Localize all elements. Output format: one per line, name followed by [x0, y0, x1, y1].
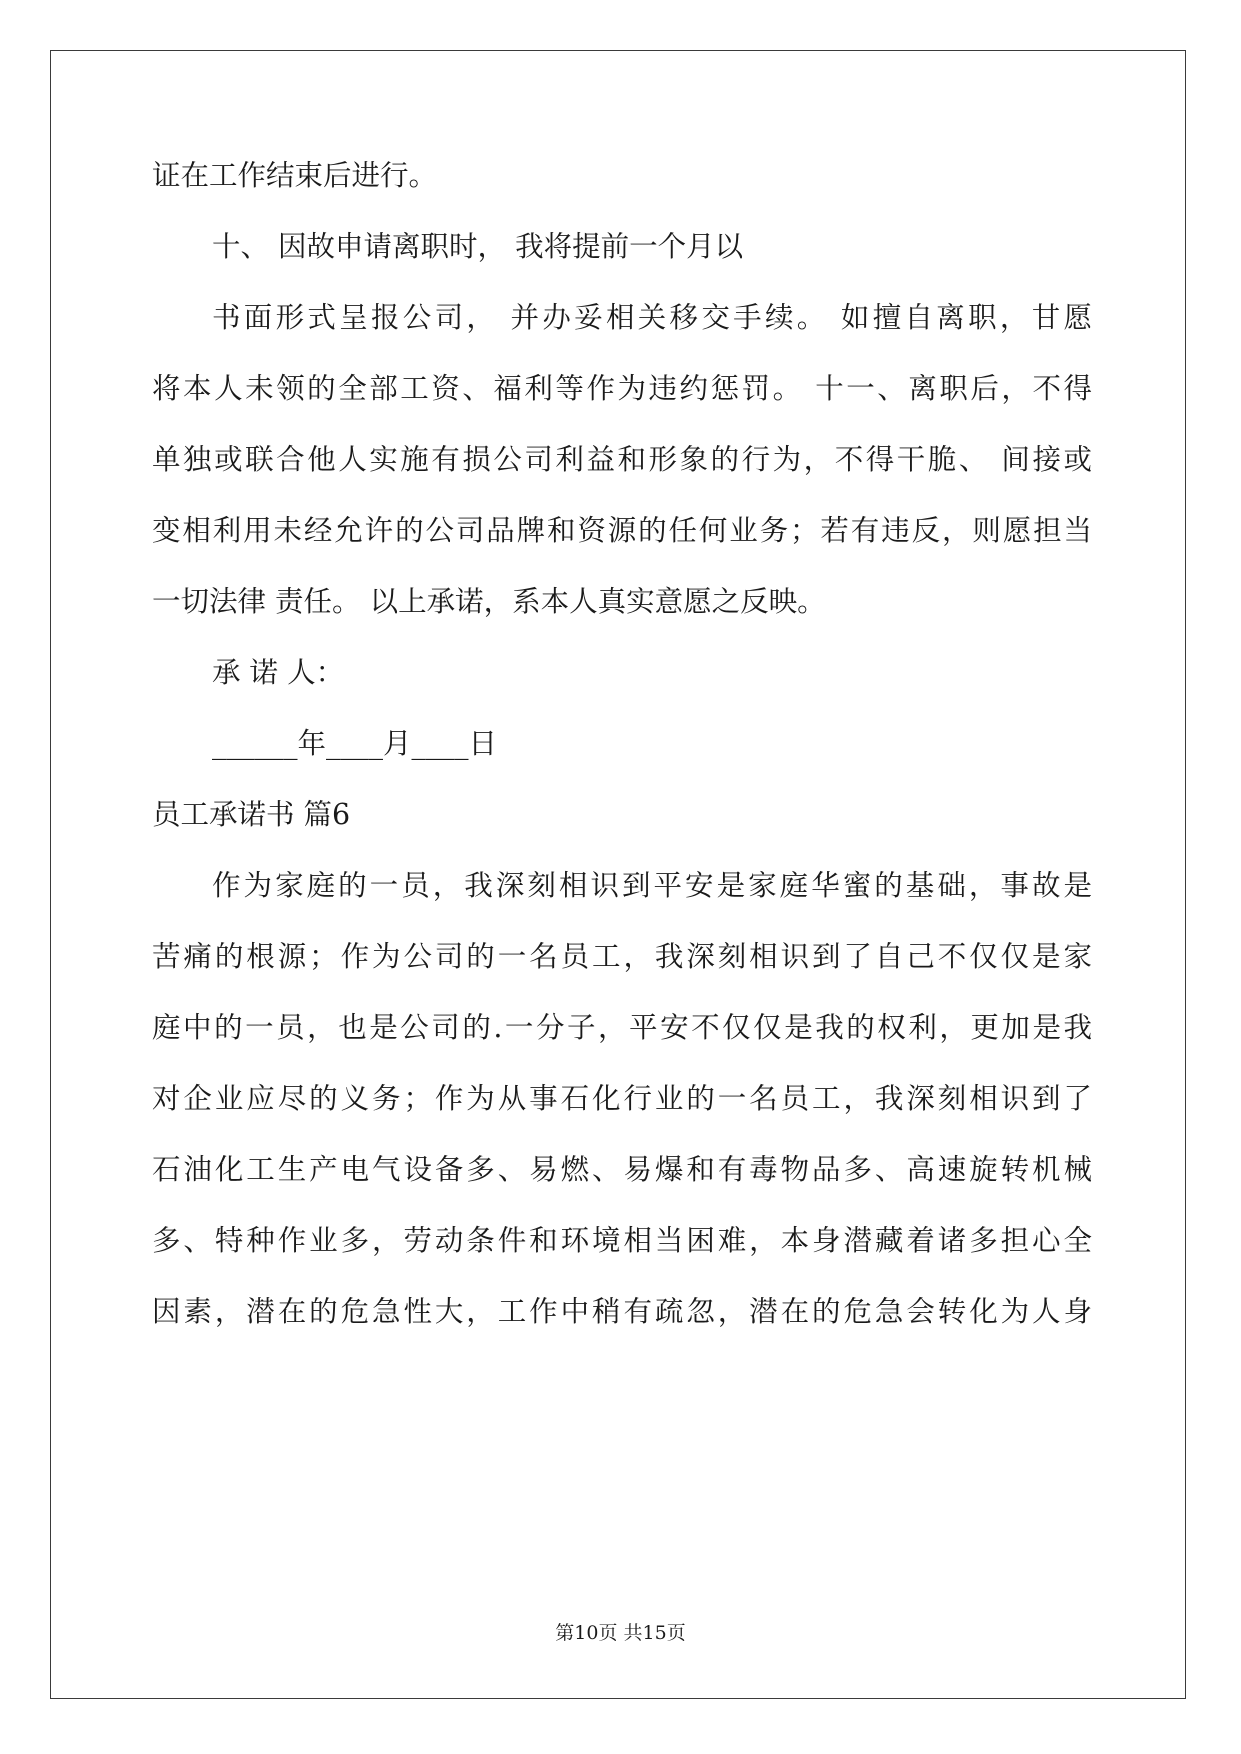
signature-label: 承 诺 人： — [212, 656, 345, 689]
text-line: 因素，潜在的危急性大，工作中稍有疏忽，潜在的危急会转化为人身 — [152, 1295, 1092, 1328]
text-line: 石油化工生产电气设备多、易燃、易爆和有毒物品多、高速旋转机械 — [152, 1153, 1092, 1186]
text-line: 将本人未领的全部工资、福利等作为违约惩罚。 十一、离职后，不得 — [152, 372, 1092, 405]
section-heading: 员工承诺书 篇6 — [152, 798, 351, 831]
text-line: 证在工作结束后进行。 — [152, 159, 438, 192]
text-line: 一切法律 责任。 以上承诺，系本人真实意愿之反映。 — [152, 585, 826, 618]
date-line: ______年____月____日 — [212, 727, 498, 760]
text-line: 书面形式呈报公司， 并办妥相关移交手续。 如擅自离职，甘愿 — [212, 301, 1092, 334]
text-line: 多、特种作业多，劳动条件和环境相当困难，本身潜藏着诸多担心全 — [152, 1224, 1092, 1257]
text-line: 变相利用未经允许的公司品牌和资源的任何业务；若有违反，则愿担当 — [152, 514, 1092, 547]
text-line: 庭中的一员，也是公司的.一分子，平安不仅仅是我的权利，更加是我 — [152, 1011, 1092, 1044]
text-line: 苦痛的根源；作为公司的一名员工，我深刻相识到了自己不仅仅是家 — [152, 940, 1092, 973]
page-number-footer: 第10页 共15页 — [555, 1622, 686, 1644]
text-line: 对企业应尽的义务；作为从事石化行业的一名员工，我深刻相识到了 — [152, 1082, 1092, 1115]
text-line: 作为家庭的一员，我深刻相识到平安是家庭华蜜的基础，事故是 — [212, 869, 1092, 902]
text-line: 单独或联合他人实施有损公司利益和形象的行为，不得干脆、 间接或 — [152, 443, 1092, 476]
text-line: 十、 因故申请离职时， 我将提前一个月以 — [212, 230, 744, 263]
